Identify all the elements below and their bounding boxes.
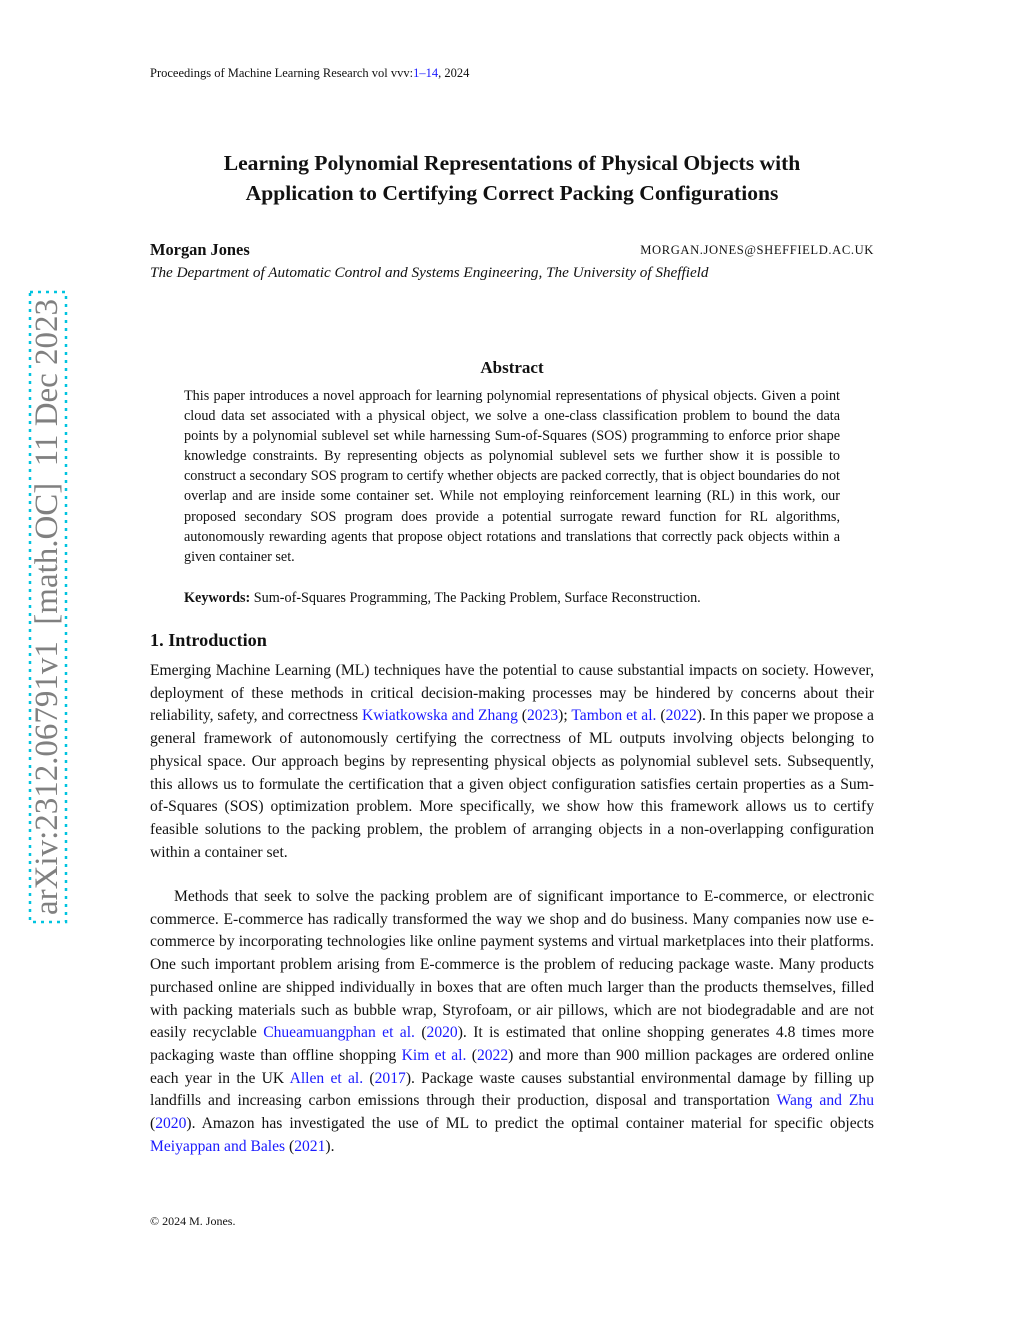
intro-paragraph-1: Emerging Machine Learning (ML) techniques have the potential to cause substantial impacts on society. However, deployment of these methods in critical decision-making processes may be hindered by concerns about their reliability, safety, and correctness Kwiatkowska and Zhang (2023); Tambon et al. (2022). In this paper we propose a general framework of autonomously certifying the correctness of ML outputs involving objects belonging to physical space. Our approach begins by representing physical objects as polynomial sublevel sets. Subsequently, this allows us to formulate the certification that a given object configuration satisfies certain properties as a Sum-of-Squares (SOS) optimization problem. More specifically, we show how this framework allows us to certify feasible solutions to the packing problem, the problem of arranging objects in a non-overlapping configuration within a container set. — [150, 662, 874, 861]
citation-year-link[interactable]: 2023 — [526, 707, 559, 725]
text-run: . Package waste causes substantial environmental damage by filling up landfills and increasing carbon emissions through their production, disposal and transportation — [150, 1069, 875, 1110]
keywords — [184, 590, 701, 607]
running-head — [150, 66, 469, 81]
copyright-notice: © 2024 M. Jones. — [150, 1214, 236, 1228]
citation-year-link[interactable]: 2020 — [426, 1024, 458, 1042]
abstract-heading: Abstract — [480, 358, 544, 377]
citation-year-link[interactable]: 2017 — [374, 1069, 406, 1087]
running-head-year: , 2024 — [438, 66, 470, 80]
citation-link[interactable]: Chueamuangphan et al. — [263, 1024, 415, 1042]
section-heading-introduction: 1. Introduction — [150, 630, 267, 650]
citation-year-link[interactable]: 2021 — [294, 1137, 326, 1155]
citation-year-link[interactable]: 2020 — [155, 1115, 187, 1133]
citation-year-link[interactable]: 2022 — [476, 1046, 509, 1064]
paper-title — [150, 148, 874, 208]
running-head-text: Proceedings of Machine Learning Research vol vvv: — [150, 66, 414, 80]
author-affiliation: The Department of Automatic Control and Systems Engineering, The University of Sheffield — [150, 264, 709, 281]
citation-link[interactable]: Wang and Zhu — [776, 1092, 874, 1110]
text-run: Methods that seek to solve the packing problem are of significant importance to E-commerce, or electronic commerce. E-commerce has radically transformed the way we shop and do business. Many companies now use e-commerce by incorporating technologies like online payment systems and virtual marketplaces into their platforms. One such important problem arising from E-commerce is the problem of reducing package waste. Many products purchased online are shipped individually in boxes that are often much larger than the products themselves, filled with packing materials such as bubble wrap, Styrofoam, or air pillows, which are not biodegradable and are not easily recyclable — [150, 888, 874, 1042]
citation-year-link[interactable]: 2022 — [665, 707, 697, 725]
keywords-label: Keywords: — [184, 590, 251, 606]
citation-link[interactable]: Meiyappan and Bales — [150, 1137, 286, 1155]
arxiv-stamp-text: arXiv:2312.06791v1 [math.OC] 11 Dec 2023 — [29, 298, 65, 915]
title-line-2: Application to Certifying Correct Packing Configurations — [245, 181, 779, 205]
keywords-list: Sum-of-Squares Programming, The Packing Problem, Surface Reconstruction. — [253, 590, 701, 606]
author-email: MORGAN.JONES@SHEFFIELD.AC.UK — [640, 243, 874, 257]
citation-link[interactable]: Allen et al. — [289, 1069, 364, 1087]
citation-link[interactable]: Tambon et al. — [571, 707, 657, 725]
citation-link[interactable]: Kwiatkowska and Zhang — [361, 707, 518, 725]
citation-link[interactable]: Kim et al. — [401, 1046, 467, 1064]
page-range-link[interactable]: 1–14 — [413, 66, 439, 80]
arxiv-stamp[interactable] — [28, 290, 68, 924]
text-run: . It is estimated that online shopping generates 4.8 times more packaging waste than offline shopping — [150, 1024, 875, 1064]
author-name: Morgan Jones — [150, 240, 250, 259]
text-run: and more than 900 million packages are ordered online each year in the UK — [150, 1046, 874, 1087]
abstract-text: This paper introduces a novel approach for learning polynomial representations of physical objects. Given a point cloud data set associated with a physical object, we solve a one-class classification problem to bound the data points by a polynomial sublevel set while harnessing Sum-of-Squares (SOS) programming to enforce prior shape knowledge constraints. By representing objects as polynomial sublevel sets we further show it is possible to construct a secondary SOS program to certify whether objects are packed correctly, that is object boundaries do not overlap and are inside some container set. While not employing reinforcement learning (RL) in this work, our proposed secondary SOS program does provide a potential surrogate reward function for RL algorithms, autonomously rewarding agents that propose object rotations and translations that correctly pack objects within a given container set. — [184, 388, 840, 565]
text-run: . — [330, 1137, 335, 1155]
title-line-1: Learning Polynomial Representations of Physical Objects with — [223, 151, 801, 175]
text-run: . In this paper we propose a general framework of autonomously certifying the correctness of ML outputs involving objects belonging to physical space. Our approach begins by representing physical objects as polynomial sublevel sets. Subsequently, this allows us to formulate the certification that a given object configuration satisfies certain properties as a Sum-of-Squares (SOS) optimization problem. More specifically, we show how this framework allows us to certify feasible solutions to the packing problem, the problem of arranging objects in a non-overlapping configuration within a container set. — [150, 707, 874, 861]
text-run: Emerging Machine Learning (ML) techniques have the potential to cause substantial impacts on society. However, deployment of these methods in critical decision-making processes may be hindered by concerns about their reliability, safety, and correctness — [150, 662, 874, 725]
text-run: . Amazon has investigated the use of ML to predict the optimal container material for specific objects — [191, 1115, 874, 1133]
intro-paragraph-2: Methods that seek to solve the packing problem are of significant importance to E-commerce, or electronic commerce. E-commerce has radically transformed the way we shop and do business. Many companies now use e-commerce by incorporating technologies like online payment systems and virtual marketplaces into their platforms. One such important problem arising from E-commerce is the problem of reducing package waste. Many products purchased online are shipped individually in boxes that are often much larger than the products themselves, filled with packing materials such as bubble wrap, Styrofoam, or air pillows, which are not biodegradable and are not easily recyclable Chueamuangphan et al. (2020). It is estimated that online shopping generates 4.8 times more packaging waste than offline shopping Kim et al. (2022) and more than 900 million packages are ordered online each year in the UK Allen et al. (2017). Package waste causes substantial environmental damage by filling up landfills and increasing carbon emissions through their production, disposal and transportation Wang and Zhu (2020). Amazon has investigated the use of ML to predict the optimal container material for specific objects Meiyappan and Bales (2021). — [150, 888, 875, 1155]
